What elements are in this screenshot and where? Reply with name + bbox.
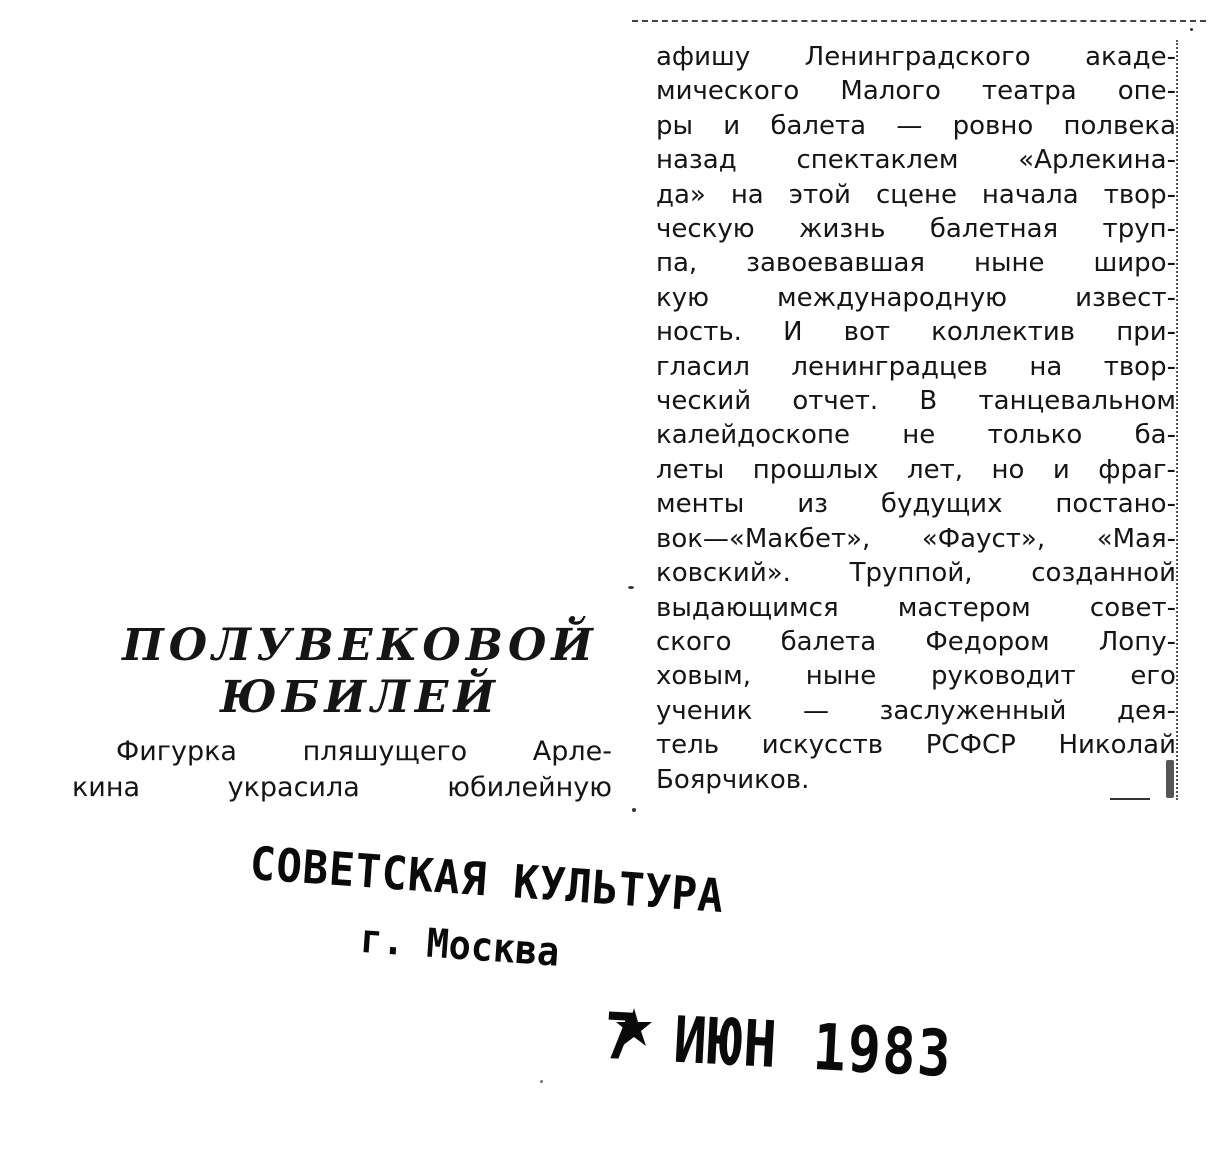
- word: широ-: [1093, 248, 1176, 279]
- word: па,: [656, 248, 698, 279]
- word: кина: [72, 772, 141, 803]
- word: на: [1029, 351, 1063, 382]
- column-line: [656, 384, 1176, 418]
- word: В: [919, 386, 938, 417]
- column-line: [656, 728, 1176, 762]
- word: жизнь: [799, 214, 886, 245]
- word: Малого: [840, 76, 941, 107]
- print-speck: [1166, 760, 1174, 798]
- word: совет-: [1089, 592, 1176, 623]
- headline-line: ПОЛУВЕКОВОЙ: [122, 620, 598, 671]
- word: только: [987, 420, 1083, 451]
- word: менты: [656, 489, 745, 520]
- word: Арле-: [532, 736, 612, 767]
- word: Труппой,: [849, 558, 973, 589]
- word: балетная: [929, 214, 1059, 245]
- word: созданной: [1031, 558, 1176, 589]
- word: этой: [788, 179, 851, 210]
- clipping-right-edge: [1176, 40, 1178, 800]
- word: ческую: [656, 214, 755, 245]
- word: калейдоскопе: [656, 420, 850, 451]
- word: гласил: [656, 351, 751, 382]
- word: юбилейную: [447, 772, 612, 803]
- word: его: [1130, 661, 1176, 692]
- word: выдающимся: [656, 592, 839, 623]
- word: Федором: [925, 626, 1050, 657]
- word: тель: [656, 730, 720, 761]
- column-line: [656, 522, 1176, 556]
- word: фраг-: [1098, 454, 1176, 485]
- word: не: [902, 420, 936, 451]
- word: при-: [1116, 317, 1176, 348]
- word: Фигурка: [116, 736, 237, 767]
- word: Ленинградского: [804, 42, 1031, 72]
- word: ность.: [656, 317, 742, 348]
- column-line: [656, 418, 1176, 452]
- word: ческий: [656, 386, 752, 417]
- word: сцене: [875, 179, 957, 210]
- word: афишу: [656, 42, 751, 72]
- word: мического: [656, 76, 800, 107]
- word: заслуженный: [879, 695, 1067, 726]
- word: театра: [981, 76, 1077, 107]
- word: на: [730, 179, 764, 210]
- word: ры: [656, 110, 694, 141]
- clipping-top-edge: [632, 20, 1206, 22]
- word: ленинградцев: [791, 351, 989, 382]
- word: назад: [656, 145, 737, 176]
- column-line: [656, 40, 1176, 74]
- word: ныне: [805, 661, 877, 692]
- word: руководит: [930, 661, 1076, 692]
- word: акаде-: [1085, 42, 1176, 72]
- word: —: [802, 695, 829, 726]
- word: «Фауст»,: [921, 523, 1046, 554]
- word: ба-: [1134, 420, 1176, 451]
- column-line: [656, 591, 1176, 625]
- word: дея-: [1117, 695, 1176, 726]
- word: —: [896, 110, 923, 141]
- column-line: [656, 74, 1176, 108]
- word: танцевальном: [978, 386, 1176, 417]
- word: искусств: [761, 730, 884, 761]
- word: «Мая-: [1096, 523, 1176, 554]
- word: РСФСР: [925, 730, 1016, 761]
- word: ровно: [952, 110, 1034, 141]
- word: да»: [656, 179, 706, 210]
- print-speck: [1190, 28, 1193, 31]
- article-headline: [80, 620, 640, 724]
- column-line: [656, 556, 1176, 590]
- column-line: [656, 350, 1176, 384]
- print-speck: [540, 1080, 543, 1083]
- word: международную: [777, 282, 1008, 313]
- word: извест-: [1075, 282, 1176, 313]
- word: завоевавшая: [746, 248, 926, 279]
- word: и: [723, 110, 741, 141]
- word: отчет.: [792, 386, 879, 417]
- word: ныне: [974, 248, 1045, 279]
- stamp-newspaper-name: СОВЕТСКАЯ КУЛЬТУРА: [248, 836, 727, 924]
- column-line: [656, 178, 1176, 212]
- column-line: [656, 212, 1176, 246]
- print-speck: [632, 808, 636, 812]
- word: ковский».: [656, 558, 791, 589]
- article-intro: [72, 734, 612, 806]
- word: спектаклем: [796, 145, 959, 176]
- word: украсила: [227, 772, 360, 803]
- word: балета: [780, 626, 877, 657]
- print-speck: [628, 586, 634, 589]
- word: полвека: [1063, 110, 1176, 141]
- word: постано-: [1055, 489, 1176, 520]
- word: будущих: [880, 489, 1003, 520]
- column-line: [656, 143, 1176, 177]
- word: балета: [770, 110, 867, 141]
- stamp-city: г. Москва: [358, 916, 561, 976]
- intro-line: [72, 734, 612, 770]
- word: но: [991, 454, 1025, 485]
- word: ученик: [656, 695, 753, 726]
- intro-line: [72, 770, 612, 806]
- word: твор-: [1103, 179, 1176, 210]
- word: из: [797, 489, 828, 520]
- column-line: [656, 109, 1176, 143]
- column-line: [656, 659, 1176, 693]
- word: коллектив: [931, 317, 1076, 348]
- word: опе-: [1117, 76, 1176, 107]
- word: кую: [656, 282, 709, 313]
- column-line: [656, 315, 1176, 349]
- word: прошлых: [752, 454, 879, 485]
- column-line: [656, 453, 1176, 487]
- column-line: [656, 281, 1176, 315]
- word: ского: [656, 626, 732, 657]
- word: мастером: [897, 592, 1031, 623]
- word: вок—«Макбет»,: [656, 523, 871, 554]
- word: вот: [843, 317, 891, 348]
- headline-line: ЮБИЛЕЙ: [220, 672, 500, 723]
- column-line: [656, 694, 1176, 728]
- word: твор-: [1103, 351, 1176, 382]
- word: Лопу-: [1098, 626, 1176, 657]
- word: леты: [656, 454, 725, 485]
- word: и: [1052, 454, 1070, 485]
- column-line: Боярчиков.: [656, 764, 810, 795]
- word: Николай: [1058, 730, 1176, 761]
- column-end-rule: [1110, 798, 1150, 800]
- column-line: [656, 625, 1176, 659]
- word: ховым,: [656, 661, 752, 692]
- article-body-column: [656, 40, 1176, 797]
- word: пляшущего: [302, 736, 468, 767]
- word: начала: [981, 179, 1079, 210]
- stamp-date: 7 ИЮН 1983: [602, 1000, 955, 1093]
- column-line: [656, 487, 1176, 521]
- column-line: [656, 246, 1176, 280]
- word: И: [783, 317, 803, 348]
- word: лет,: [906, 454, 963, 485]
- word: труп-: [1102, 214, 1176, 245]
- word: «Арлекина-: [1018, 145, 1176, 176]
